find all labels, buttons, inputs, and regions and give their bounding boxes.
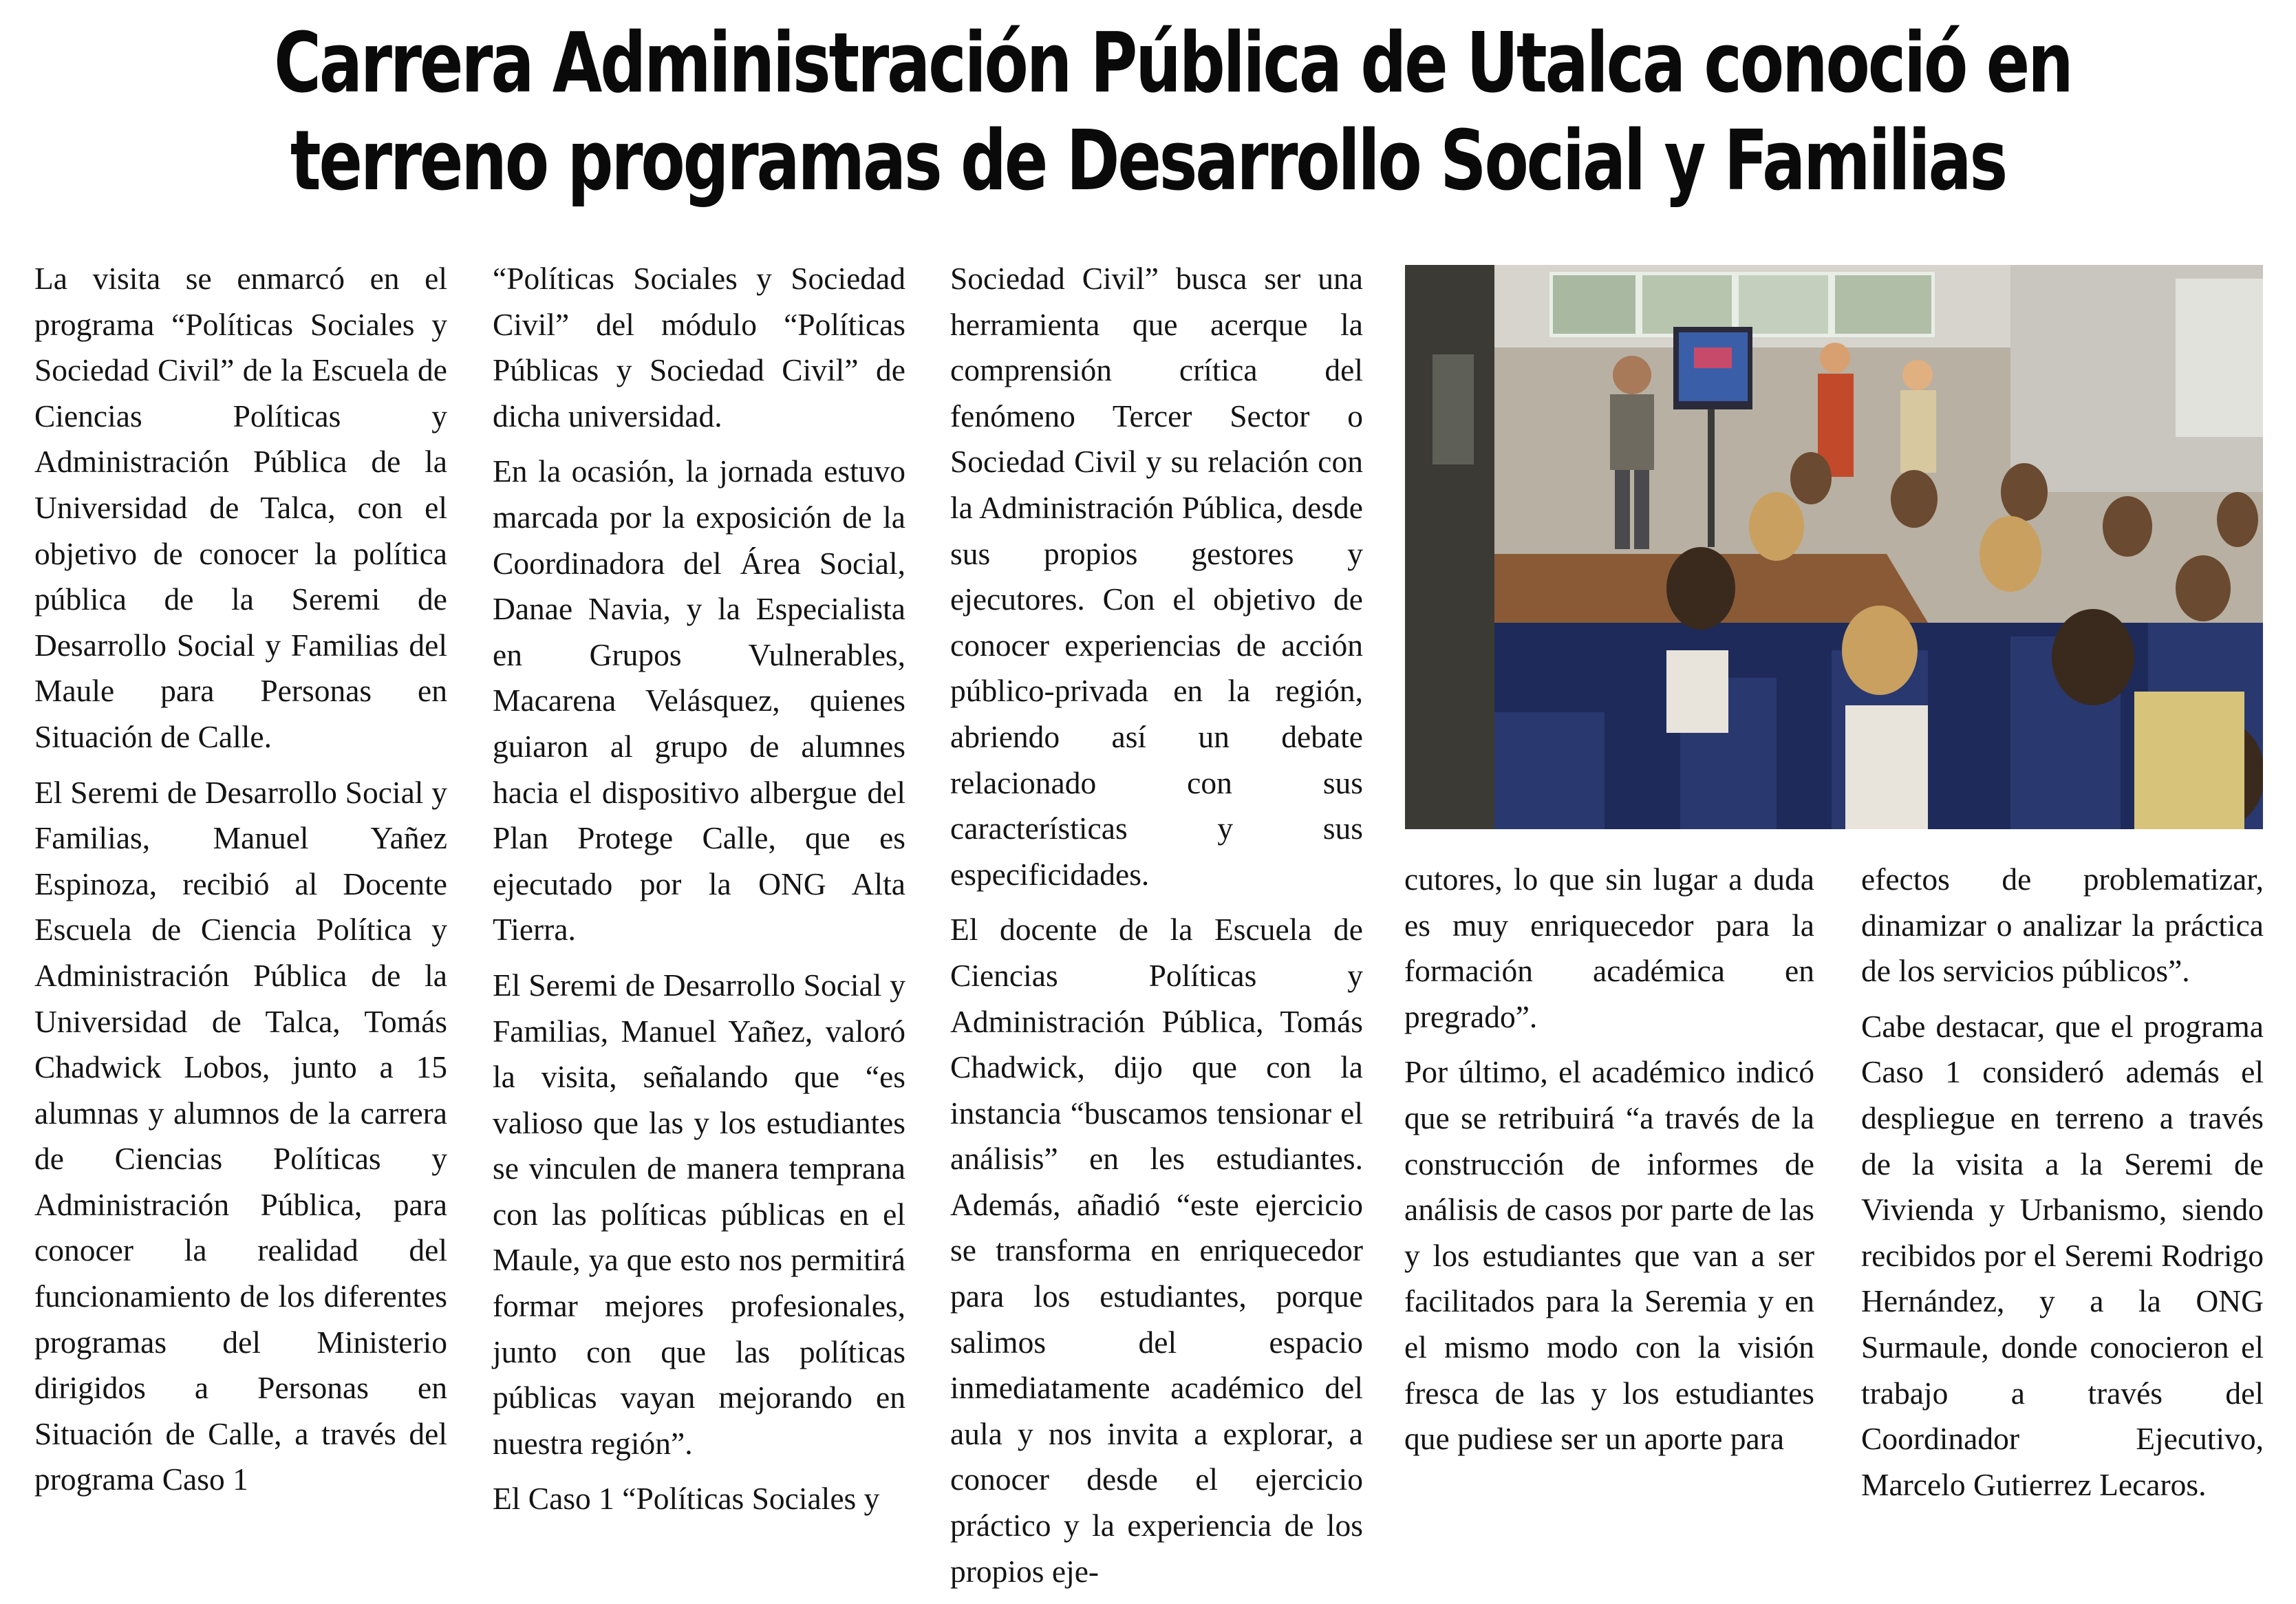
headline xyxy=(274,15,2072,211)
paragraph: efectos de problematizar, dinamizar o analizar la práctica de los servicios públicos”. xyxy=(1861,862,2264,989)
column-4 xyxy=(1404,857,1814,1472)
paragraph: En la ocasión, la jornada estuvo marcada por la exposición de la Coordinadora del Área Social, Danae Navia, y la Especialista en Grupos Vulnerables, Macarena Velásquez, quienes guiaron al grupo de alumnes hacia el dispositivo albergue del Plan Protege Calle, que es ejecutado por la ONG Alta Tierra. xyxy=(493,453,905,948)
paragraph: El docente de la Escuela de Ciencias Políticas y Administración Pública, Tomás Chadwick, dijo que con la instancia “buscamos tensionar el análisis” en les estudiantes. Además, añadió “este ejercicio se transforma en enriquecedor para los estudiantes, porque salimos del espacio inmediatamente académico del aula y nos invita a explorar, a conocer desde el ejercicio práctico y la experiencia de los propios eje- xyxy=(950,912,1363,1589)
headline-line-2: terreno programas de Desarrollo Social y Familias xyxy=(290,114,2006,209)
paragraph: Por último, el académico indicó que se retribuirá “a través de la construcción de informes de análisis de casos por parte de las y los estudiantes que van a ser facilitados para la Seremia y en el mismo modo con la visión fresca de las y los estudiantes que pudiese ser un aporte para xyxy=(1404,1054,1814,1457)
article-photo xyxy=(1405,265,2263,829)
paragraph: El Caso 1 “Políticas Sociales y xyxy=(493,1481,880,1517)
column-3 xyxy=(950,256,1363,1604)
column-1 xyxy=(34,256,447,1512)
column-5 xyxy=(1861,857,2264,1517)
paragraph: El Seremi de Desarrollo Social y Familias, Manuel Yañez, valoró la visita, señalando que “es valioso que las y los estudiantes se vinculen de manera temprana con las políticas públicas en el Maule, ya que esto nos permitirá formar mejores profesionales, junto con que las políticas públicas vayan mejorando en nuestra región”. xyxy=(493,967,905,1461)
classroom-photo-illustration xyxy=(1405,265,2263,829)
paragraph: El Seremi de Desarrollo Social y Familias, Manuel Yañez Espinoza, recibió al Docente Escuela de Ciencia Política y Administración Pública de la Universidad de Talca, Tomás Chadwick Lobos, junto a 15 alumnas y alumnos de la carrera de Ciencias Políticas y Administración Pública, para conocer la realidad del funcionamiento de los diferentes programas del Ministerio dirigidos a Personas en Situación de Calle, a través del programa Caso 1 xyxy=(34,774,447,1497)
paragraph: Sociedad Civil” busca ser una herramienta que acerque la comprensión crítica del fenómeno Tercer Sector o Sociedad Civil y su relación con la Administración Pública, desde sus propios gestores y ejecutores. Con el objetivo de conocer experiencias de acción público-privada en la región, abriendo así un debate relacionado con sus características y sus especificidades. xyxy=(950,261,1363,892)
column-2 xyxy=(493,256,905,1532)
headline-line-1: Carrera Administración Pública de Utalca conoció en xyxy=(274,16,2072,111)
paragraph: “Políticas Sociales y Sociedad Civil” del módulo “Políticas Públicas y Sociedad Civil” de dicha universidad. xyxy=(493,261,905,434)
paragraph: La visita se enmarcó en el programa “Políticas Sociales y Sociedad Civil” de la Escuela de Ciencias Políticas y Administración Pública de la Universidad de Talca, con el objetivo de conocer la política pública de la Seremi de Desarrollo Social y Familias del Maule para Personas en Situación de Calle. xyxy=(34,261,447,754)
paragraph: cutores, lo que sin lugar a duda es muy enriquecedor para la formación académica en pregrado”. xyxy=(1404,862,1814,1034)
paragraph: Cabe destacar, que el programa Caso 1 consideró además el despliegue en terreno a través de la visita a la Seremi de Vivienda y Urbanismo, siendo recibidos por el Seremi Rodrigo Hernández, y a la ONG Surmaule, donde conocieron el trabajo a través del Coordinador Ejecutivo, Marcelo Gutierrez Lecaros. xyxy=(1861,1008,2264,1502)
